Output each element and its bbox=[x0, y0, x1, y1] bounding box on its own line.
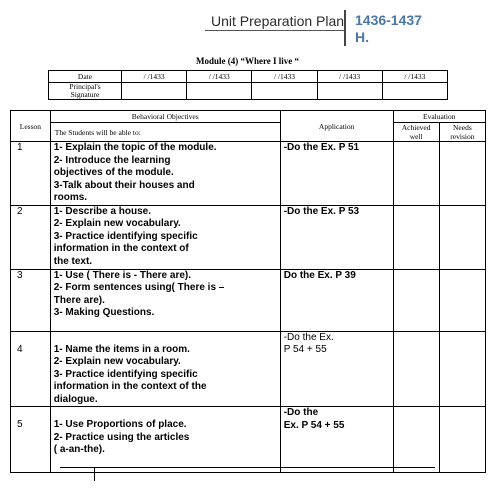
signature-cell bbox=[317, 83, 382, 100]
header-rule bbox=[205, 30, 344, 31]
objective-line: 1- Name the items in a room. bbox=[53, 343, 190, 355]
achieved-line2: well bbox=[409, 132, 423, 141]
objectives-cell bbox=[50, 205, 280, 269]
header-separator bbox=[344, 10, 346, 46]
lesson-number: 4 bbox=[11, 331, 51, 407]
application-line: Do the Ex. P 39 bbox=[283, 269, 356, 281]
needs-revision-cell bbox=[439, 142, 485, 206]
objective-line: 2- Explain new vocabulary. bbox=[53, 218, 181, 229]
table-row bbox=[11, 407, 486, 473]
header-year-line2: H. bbox=[355, 29, 369, 45]
date-signature-table bbox=[48, 70, 448, 100]
achieved-well-header bbox=[393, 123, 439, 142]
needs-line2: revision bbox=[450, 132, 475, 141]
application-line: -Do the Ex. P 51 bbox=[283, 142, 360, 153]
objective-line: information in the context of bbox=[53, 243, 189, 254]
objective-line: 2- Form sentences using( There is – bbox=[53, 282, 225, 293]
needs-revision-cell bbox=[439, 269, 485, 331]
application-line: P 54 + 55 bbox=[283, 344, 327, 355]
lesson-plan-table bbox=[10, 110, 486, 473]
behavioral-objectives-header: Behavioral Objectives bbox=[50, 111, 280, 123]
footer-tick bbox=[94, 467, 95, 481]
table-row bbox=[11, 331, 486, 407]
date-cell: / /1433 bbox=[187, 71, 252, 83]
lesson-number: 5 bbox=[11, 407, 51, 473]
needs-revision-cell bbox=[439, 407, 485, 473]
module-title: Module (4) “Where I live “ bbox=[195, 56, 300, 66]
objective-line: There are). bbox=[53, 294, 105, 306]
application-header: Application bbox=[280, 111, 393, 142]
table-row bbox=[11, 269, 486, 331]
application-cell bbox=[280, 142, 393, 206]
application-line: -Do the Ex. bbox=[283, 331, 334, 343]
lesson-header: Lesson bbox=[11, 111, 51, 142]
objective-line: rooms. bbox=[53, 192, 88, 203]
header-row-1 bbox=[11, 111, 486, 123]
objectives-cell bbox=[50, 142, 280, 206]
objective-line: 2- Introduce the learning bbox=[53, 154, 171, 166]
objective-line: 1- Use ( There is - There are). bbox=[53, 269, 192, 281]
footer-rule bbox=[60, 467, 435, 468]
date-label: Date bbox=[49, 71, 122, 83]
objective-line: the text. bbox=[53, 255, 93, 267]
signature-row bbox=[49, 83, 448, 100]
achieved-well-cell bbox=[393, 269, 439, 331]
objective-line: 2- Explain new vocabulary. bbox=[53, 356, 181, 367]
header-row-2 bbox=[11, 123, 486, 142]
header-title: Unit Preparation Plan bbox=[211, 13, 345, 29]
achieved-well-cell bbox=[393, 407, 439, 473]
students-able-header: The Students will be able to: bbox=[50, 123, 280, 142]
objective-line: 3- Making Questions. bbox=[53, 307, 155, 318]
objective-line: dialogue. bbox=[53, 393, 98, 405]
application-line: Ex. P 54 + 55 bbox=[283, 419, 345, 431]
objective-line: ( a-an-the). bbox=[53, 444, 105, 455]
signature-label bbox=[49, 83, 122, 100]
objectives-cell bbox=[50, 331, 280, 407]
date-row bbox=[49, 71, 448, 83]
objective-line: objectives of the module. bbox=[53, 167, 174, 178]
lesson-number: 3 bbox=[11, 269, 51, 331]
application-cell bbox=[280, 269, 393, 331]
needs-revision-cell bbox=[439, 331, 485, 407]
achieved-line1: Achieved bbox=[401, 123, 431, 132]
date-cell: / /1433 bbox=[382, 71, 447, 83]
needs-line1: Needs bbox=[453, 123, 472, 132]
signature-cell bbox=[252, 83, 317, 100]
application-line: -Do the Ex. P 53 bbox=[283, 205, 360, 217]
signature-label-line2: Signature bbox=[70, 90, 100, 99]
application-cell bbox=[280, 331, 393, 407]
header-year bbox=[355, 12, 422, 46]
objectives-cell bbox=[50, 407, 280, 473]
header-year-line1: 1436-1437 bbox=[355, 12, 422, 28]
needs-revision-cell bbox=[439, 205, 485, 269]
objective-line: 3-Talk about their houses and bbox=[53, 179, 195, 191]
needs-revision-header bbox=[439, 123, 485, 142]
objective-line: 3- Practice identifying specific bbox=[53, 230, 198, 242]
objective-line: 2- Practice using the articles bbox=[53, 431, 190, 443]
table-row bbox=[11, 205, 486, 269]
application-cell bbox=[280, 205, 393, 269]
lesson-number: 1 bbox=[11, 142, 51, 206]
objective-line: 1- Describe a house. bbox=[53, 205, 152, 217]
objective-line: 1- Use Proportions of place. bbox=[53, 419, 187, 430]
achieved-well-cell bbox=[393, 331, 439, 407]
objective-line: 3- Practice identifying specific bbox=[53, 368, 198, 380]
evaluation-header: Evaluation bbox=[393, 111, 485, 123]
achieved-well-cell bbox=[393, 142, 439, 206]
signature-label-line1: Principal's bbox=[69, 82, 101, 91]
objective-line: information in the context of the bbox=[53, 381, 207, 392]
date-cell: / /1433 bbox=[252, 71, 317, 83]
application-cell bbox=[280, 407, 393, 473]
application-line: -Do the bbox=[283, 407, 319, 418]
signature-cell bbox=[382, 83, 447, 100]
signature-cell bbox=[122, 83, 187, 100]
lesson-number: 2 bbox=[11, 205, 51, 269]
date-cell: / /1433 bbox=[122, 71, 187, 83]
signature-cell bbox=[187, 83, 252, 100]
date-cell: / /1433 bbox=[317, 71, 382, 83]
achieved-well-cell bbox=[393, 205, 439, 269]
table-row bbox=[11, 142, 486, 206]
objectives-cell bbox=[50, 269, 280, 331]
objective-line: 1- Explain the topic of the module. bbox=[53, 142, 217, 153]
